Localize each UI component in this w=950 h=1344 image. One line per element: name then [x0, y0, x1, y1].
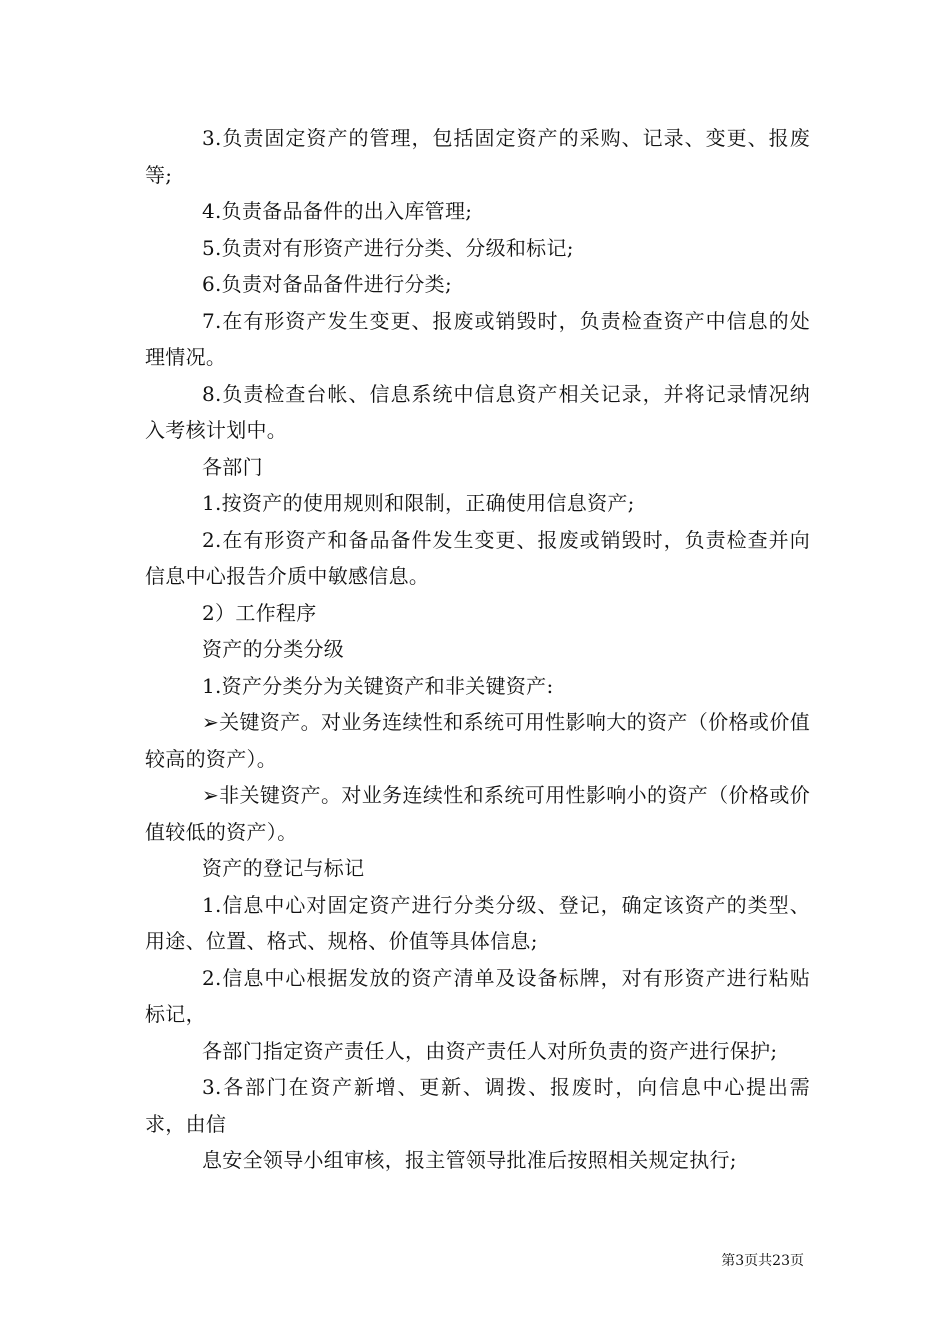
bullet-item: ➢非关键资产。对业务连续性和系统可用性影响小的资产（价格或价值较低的资产）。 [145, 783, 810, 844]
document-body [145, 120, 810, 1179]
bullet-item: ➢关键资产。对业务连续性和系统可用性影响大的资产（价格或价值较高的资产）。 [145, 710, 810, 771]
paragraph: 2.信息中心根据发放的资产清单及设备标牌，对有形资产进行粘贴标记， [145, 965, 810, 1026]
section-heading: 2）工作程序 [202, 600, 317, 625]
paragraph: 3.负责固定资产的管理，包括固定资产的采购、记录、变更、报废等; [145, 126, 810, 187]
paragraph: 8.负责检查台帐、信息系统中信息资产相关记录，并将记录情况纳入考核计划中。 [145, 381, 810, 442]
paragraph: 3.各部门在资产新增、更新、调拨、报废时，向信息中心提出需求，由信 [145, 1075, 810, 1136]
page-number-footer: 第3页共23页 [721, 1253, 804, 1269]
section-heading: 各部门 [202, 454, 263, 479]
paragraph: 7.在有形资产发生变更、报废或销毁时，负责检查资产中信息的处理情况。 [145, 308, 810, 369]
paragraph: 5.负责对有形资产进行分类、分级和标记; [202, 235, 574, 260]
paragraph: 4.负责备品备件的出入库管理; [202, 199, 473, 223]
section-heading: 资产的分类分级 [202, 637, 345, 661]
section-heading: 资产的登记与标记 [202, 856, 365, 880]
paragraph: 息安全领导小组审核，报主管领导批准后按照相关规定执行; [202, 1148, 737, 1172]
paragraph: 6.负责对备品备件进行分类; [202, 272, 453, 296]
paragraph: 1.信息中心对固定资产进行分类分级、登记，确定该资产的类型、用途、位置、格式、规格、价值等具体信息; [145, 892, 810, 953]
paragraph: 2.在有形资产和备品备件发生变更、报废或销毁时，负责检查并向信息中心报告介质中敏感信息。 [145, 527, 810, 588]
paragraph: 1.资产分类分为关键资产和非关键资产: [202, 673, 554, 698]
paragraph: 1.按资产的使用规则和限制，正确使用信息资产; [202, 491, 635, 515]
paragraph: 各部门指定资产责任人，由资产责任人对所负责的资产进行保护; [202, 1038, 778, 1063]
